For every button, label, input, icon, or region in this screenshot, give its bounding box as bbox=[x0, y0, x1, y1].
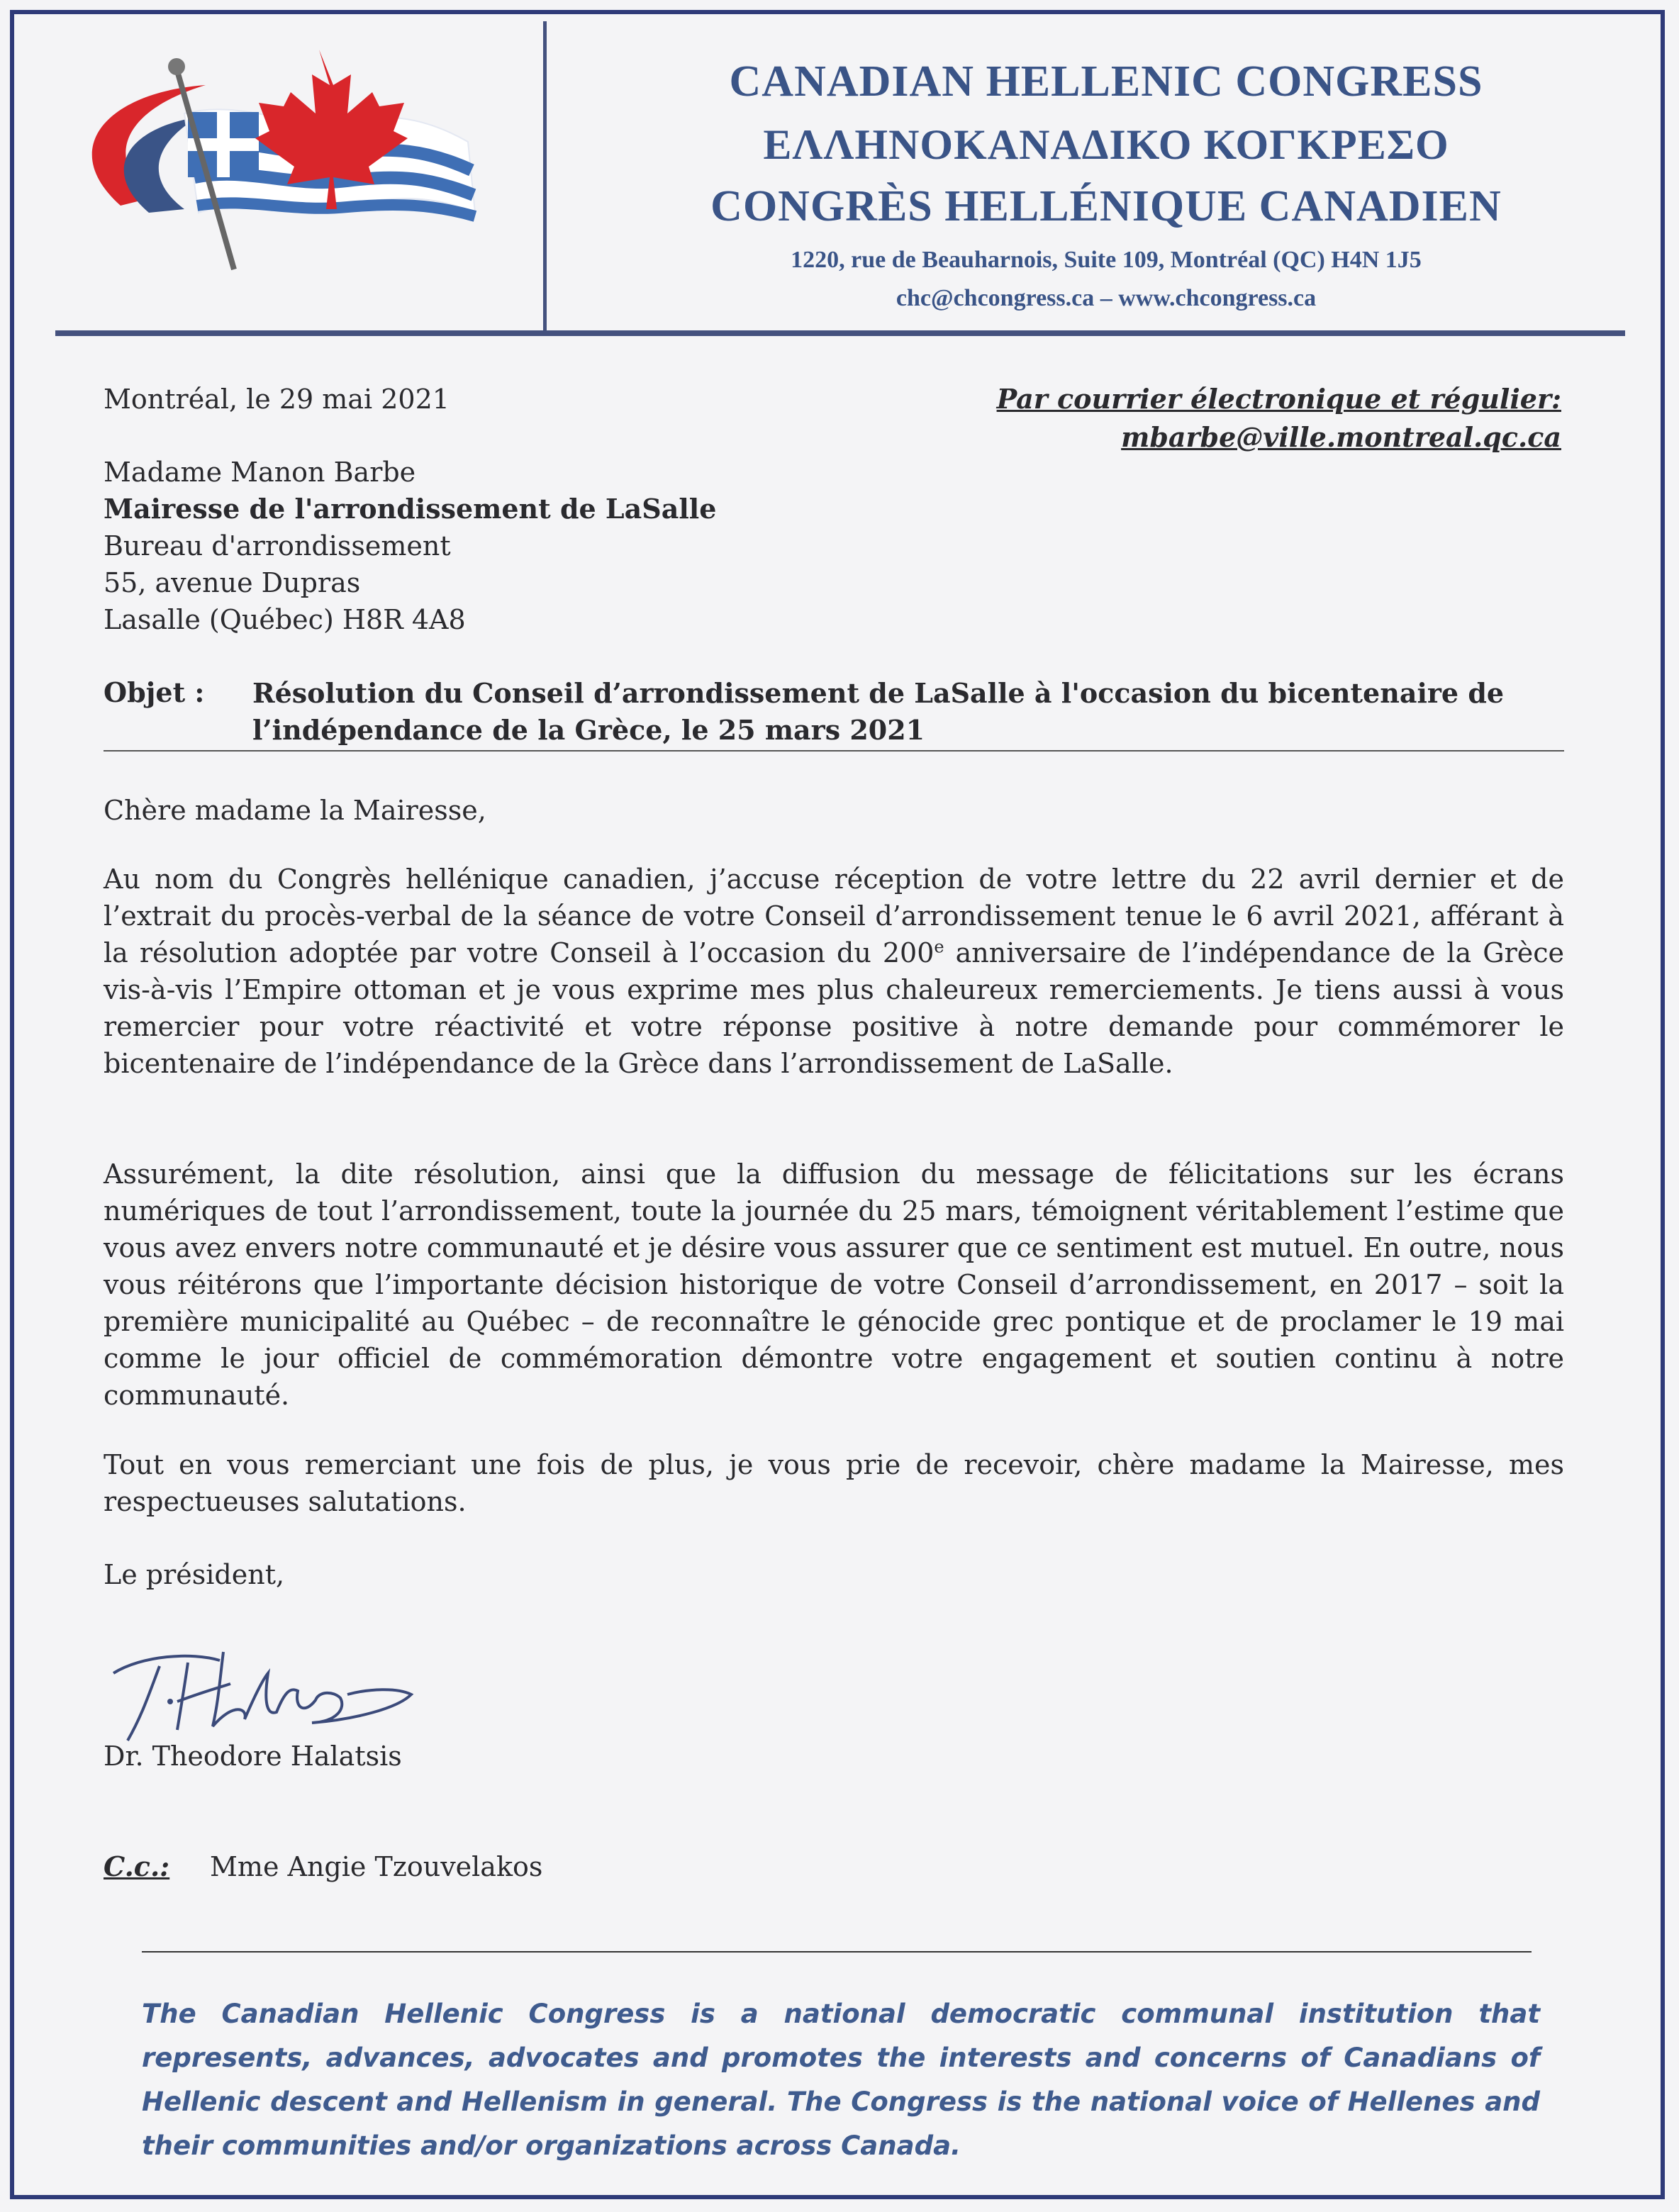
org-name-greek: ΕΛΛΗΝΟΚΑΝΑΔΙΚΟ ΚΟΓΚΡΕΣΟ bbox=[763, 121, 1449, 168]
body-paragraph-3: Tout en vous remerciant une fois de plus, je vous prie de recevoir, chère madame la Mairesse, mes respectueuses salutations. bbox=[104, 1449, 1564, 1517]
recipient-name: Madame Manon Barbe bbox=[104, 457, 416, 488]
body-paragraph-1-part-b: anniversaire de l’indépendance de la Grèce vis-à-vis l’Empire ottoman et je vous exprime mes plus chaleureux remerciements. Je tiens aussi à vous remercier pour votre réactivité et votre réponse positive à notre demande pour commémorer le bicentenaire de l’indépendance de la Grèce dans l’arrondissement de LaSalle. bbox=[104, 937, 1565, 1079]
recipient-street: 55, avenue Dupras bbox=[104, 567, 361, 598]
body-paragraph-2: Assurément, la dite résolution, ainsi que la diffusion du message de félicitations sur les écrans numériques de tout l’arrondissement, toute la journée du 25 mars, témoignent véritablement l’estime que vous avez envers notre communauté et je désire vous assurer que ce sentiment est mutuel. En outre, nous vous réitérons que l’importante décision historique de votre Conseil d’arrondissement, en 2017 – soit la première municipalité au Québec – de reconnaître le génocide grec pontique et de proclamer le 19 mai comme le jour officiel de commémoration démontre votre engagement et soutien continu à notre communauté. bbox=[104, 1158, 1564, 1411]
congress-logo bbox=[43, 35, 539, 333]
org-contact: chc@chcongress.ca – www.chcongress.ca bbox=[896, 285, 1317, 311]
body-paragraph-1-part-a: Au nom du Congrès hellénique canadien, j’accuse réception de votre lettre du 22 avril dernier et de l’extrait du procès-verbal de la séance de votre Conseil d’arrondissement tenue le 6 avril 2021, afférant à la résolution adoptée par votre Conseil à l’occasion du 200 bbox=[104, 864, 1564, 968]
handwritten-signature bbox=[99, 1624, 425, 1751]
recipient-office: Bureau d'arrondissement bbox=[104, 530, 451, 562]
header-divider-vertical bbox=[543, 21, 547, 333]
salutation: Chère madame la Mairesse, bbox=[104, 795, 486, 826]
subject-divider bbox=[104, 750, 1564, 752]
subject-text: Résolution du Conseil d’arrondissement de LaSalle à l'occasion du bicentenaire de l’indépendance de la Grèce, le 25 mars 2021 bbox=[252, 677, 1505, 746]
footer-mission-statement: The Canadian Hellenic Congress is a national democratic communal institution that represents, advances, advocates and promotes the interests and concerns of Canadians of Hellenic descent and Hellenism in general. The Congress is the national voice of Hellenes and their communities and/or organizations across Canada. bbox=[142, 1999, 1540, 2161]
org-address: 1220, rue de Beauharnois, Suite 109, Montréal (QC) H4N 1J5 bbox=[791, 247, 1422, 273]
recipient-city: Lasalle (Québec) H8R 4A8 bbox=[104, 604, 466, 635]
footer-divider bbox=[142, 1951, 1532, 1953]
recipient-block bbox=[104, 454, 716, 638]
recipient-title: Mairesse de l'arrondissement de LaSalle bbox=[104, 493, 717, 525]
cc-recipient: Mme Angie Tzouvelakos bbox=[210, 1851, 543, 1882]
org-name-french: CONGRÈS HELLÉNIQUE CANADIEN bbox=[710, 182, 1502, 230]
delivery-email: mbarbe@ville.montreal.qc.ca bbox=[1121, 421, 1561, 453]
subject-label: Objet : bbox=[104, 676, 205, 708]
delivery-method bbox=[997, 380, 1561, 457]
org-name-english: CANADIAN HELLENIC CONGRESS bbox=[729, 57, 1483, 106]
delivery-method-label: Par courrier électronique et régulier: bbox=[996, 383, 1561, 415]
body-paragraph-1 bbox=[104, 861, 1564, 1082]
ordinal-superscript: e bbox=[934, 937, 944, 957]
closing-line: Le président, bbox=[104, 1559, 285, 1590]
signer-name: Dr. Theodore Halatsis bbox=[104, 1741, 402, 1772]
letter-date: Montréal, le 29 mai 2021 bbox=[104, 384, 450, 415]
header-divider-horizontal bbox=[55, 330, 1625, 336]
cc-label: C.c.: bbox=[104, 1850, 170, 1882]
